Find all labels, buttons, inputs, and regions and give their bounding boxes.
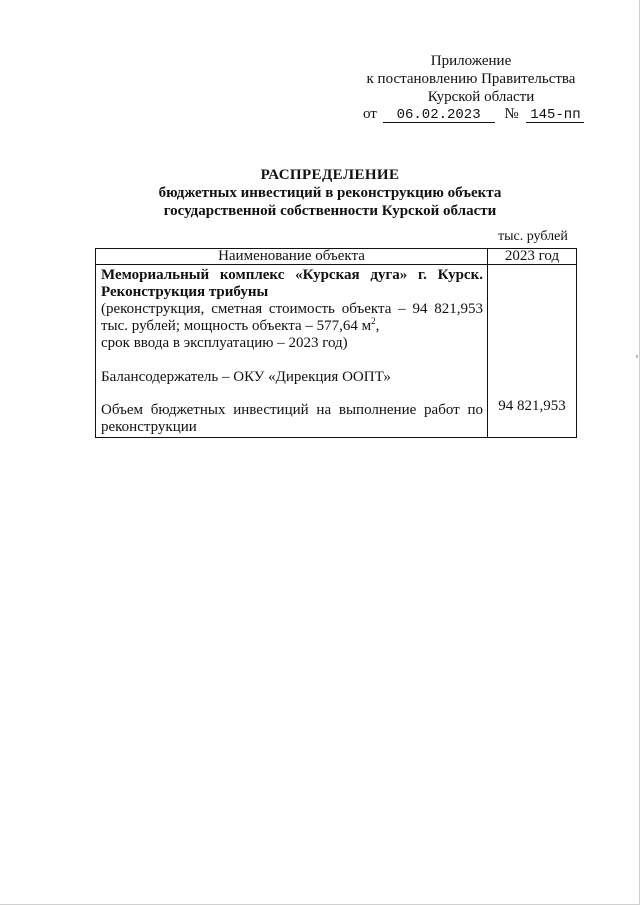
object-commissioning: срок ввода в эксплуатацию – 2023 год): [101, 335, 348, 351]
date-prefix: от: [363, 106, 377, 122]
spacer: [101, 386, 483, 402]
unit-superscript: 2: [371, 316, 376, 326]
appendix-decree-ref: к постановлению Правительства: [366, 71, 576, 87]
decree-number: 145-пп: [526, 108, 584, 123]
appendix-header: [355, 52, 587, 106]
decree-date-number: [363, 106, 584, 123]
title-main: РАСПРЕДЕЛЕНИЕ: [260, 167, 400, 183]
title-sub-1: бюджетных инвестиций в реконструкцию объекта: [158, 185, 502, 201]
number-label: №: [504, 106, 519, 122]
decree-date: 06.02.2023: [383, 108, 495, 123]
table-header-row: [96, 249, 577, 265]
object-name: Мемориальный комплекс «Курская дуга» г. Курск. Реконструкция трибуны: [101, 267, 483, 300]
object-params-comma: ,: [375, 318, 380, 334]
object-description-cell: [96, 265, 488, 438]
object-parameters: [101, 301, 483, 335]
units-label: тыс. рублей: [498, 229, 568, 244]
distribution-table: [95, 248, 577, 438]
amount-cell: 94 821,953: [488, 265, 577, 438]
investment-volume-label: Объем бюджетных инвестиций на выполнение работ по реконструкции: [101, 402, 483, 435]
column-header-year: 2023 год: [488, 249, 577, 265]
document-title: [100, 166, 560, 220]
appendix-region: Курской области: [427, 89, 535, 105]
scan-artifact: [636, 355, 638, 358]
spacer: [101, 352, 483, 369]
appendix-label: Приложение: [430, 53, 512, 69]
balance-holder: Балансодержатель – ОКУ «Дирекция ООПТ»: [101, 369, 391, 385]
table-row: [96, 265, 577, 438]
object-cost-capacity: (реконструкция, сметная стоимость объекта – 94 821,953 тыс. рублей; мощность объекта – 577,64 м: [101, 301, 483, 334]
column-header-name: Наименование объекта: [96, 249, 488, 265]
title-sub-2: государственной собственности Курской области: [163, 203, 497, 219]
